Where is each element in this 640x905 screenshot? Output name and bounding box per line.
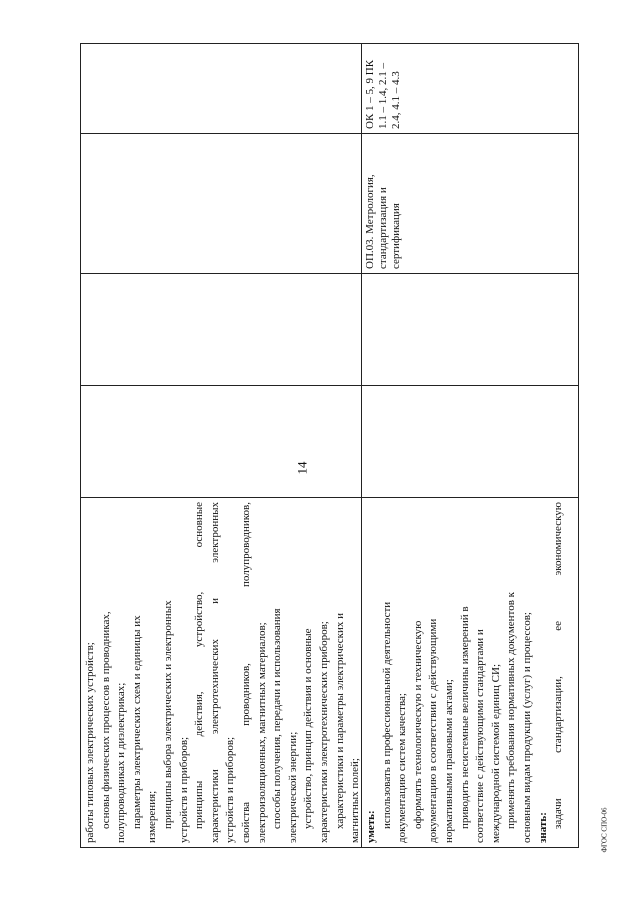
content-line: соответствие с действующими стандартами и [474,629,487,843]
content-line: применять требования нормативных документов к [505,591,518,829]
content-line: документацию в соответствии с действующими [427,618,440,843]
competencies-top-cell [81,43,361,133]
content-line: документацию систем качества; [396,693,409,843]
hours-required-column [80,274,579,386]
content-line: принципы действия, устройство, основные [193,502,206,829]
hours-max-column [80,386,579,498]
znat-heading: знать: [536,812,549,843]
discipline-name: ОП.03. Метрология, стандартизация и сертификация [361,134,578,273]
content-line: характеристики и параметры электрических и [333,612,346,829]
content-bottom-cell [361,498,578,847]
content-line: нормативными правовыми актами; [442,679,455,843]
content-top-cell [81,498,361,847]
content-line: полупроводниках и диэлектриках; [115,682,128,843]
hours-max-bottom-cell [361,386,578,497]
content-line: устройств и приборов; [177,736,190,843]
content-line: принципы выбора электрических и электронных [161,600,174,829]
hours-required-top-cell [81,274,361,385]
content-line: электроизоляционных, магнитных материалов; [255,622,268,843]
competencies-column [80,43,579,134]
content-line: оформлять технологическую и техническую [411,620,424,829]
hours-required-bottom-cell [361,274,578,385]
content-line: электрической энергии; [286,731,299,843]
content-line: приводить несистемные величины измерений в [458,606,471,829]
discipline-top-cell [81,134,361,273]
content-line: задачи стандартизации, ее экономическую [552,502,565,829]
content-line: характеристики электротехнических приборов; [317,621,330,843]
content-line: характеристики электротехнических и электронных [208,502,221,843]
hours-max-top-cell [81,386,361,497]
footer-code: ФГОС СПО-06 [600,807,609,853]
content-line: параметры электрических схем и единицы их [130,615,143,829]
content-line: измерения; [146,790,159,843]
curriculum-table [80,43,579,848]
content-line: способы получения, передачи и использования [271,608,284,829]
content-line: свойства проводников, полупроводников, [239,502,252,843]
content-column [80,498,579,848]
competencies-codes: ОК 1 – 5, 9 ПК 1.1 – 1.4, 2.1 – 2.4, 4.1 – 4.3 [361,43,578,133]
content-line: использовать в профессиональной деятельности [380,601,393,829]
page-number: 14 [294,461,310,475]
content-line: устройств и приборов; [224,736,237,843]
umet-heading: уметь: [365,810,377,843]
content-line: международной системой единиц СИ; [489,663,502,843]
content-line: работы типовых электрических устройств; [84,642,96,843]
content-line: основы физических процессов в проводниках, [99,611,112,829]
discipline-column [80,134,579,274]
content-line: устройство, принцип действия и основные [302,628,315,829]
content-line: основным видам продукции (услуг) и процессов; [520,612,533,843]
content-line: магнитных полей; [349,758,362,843]
